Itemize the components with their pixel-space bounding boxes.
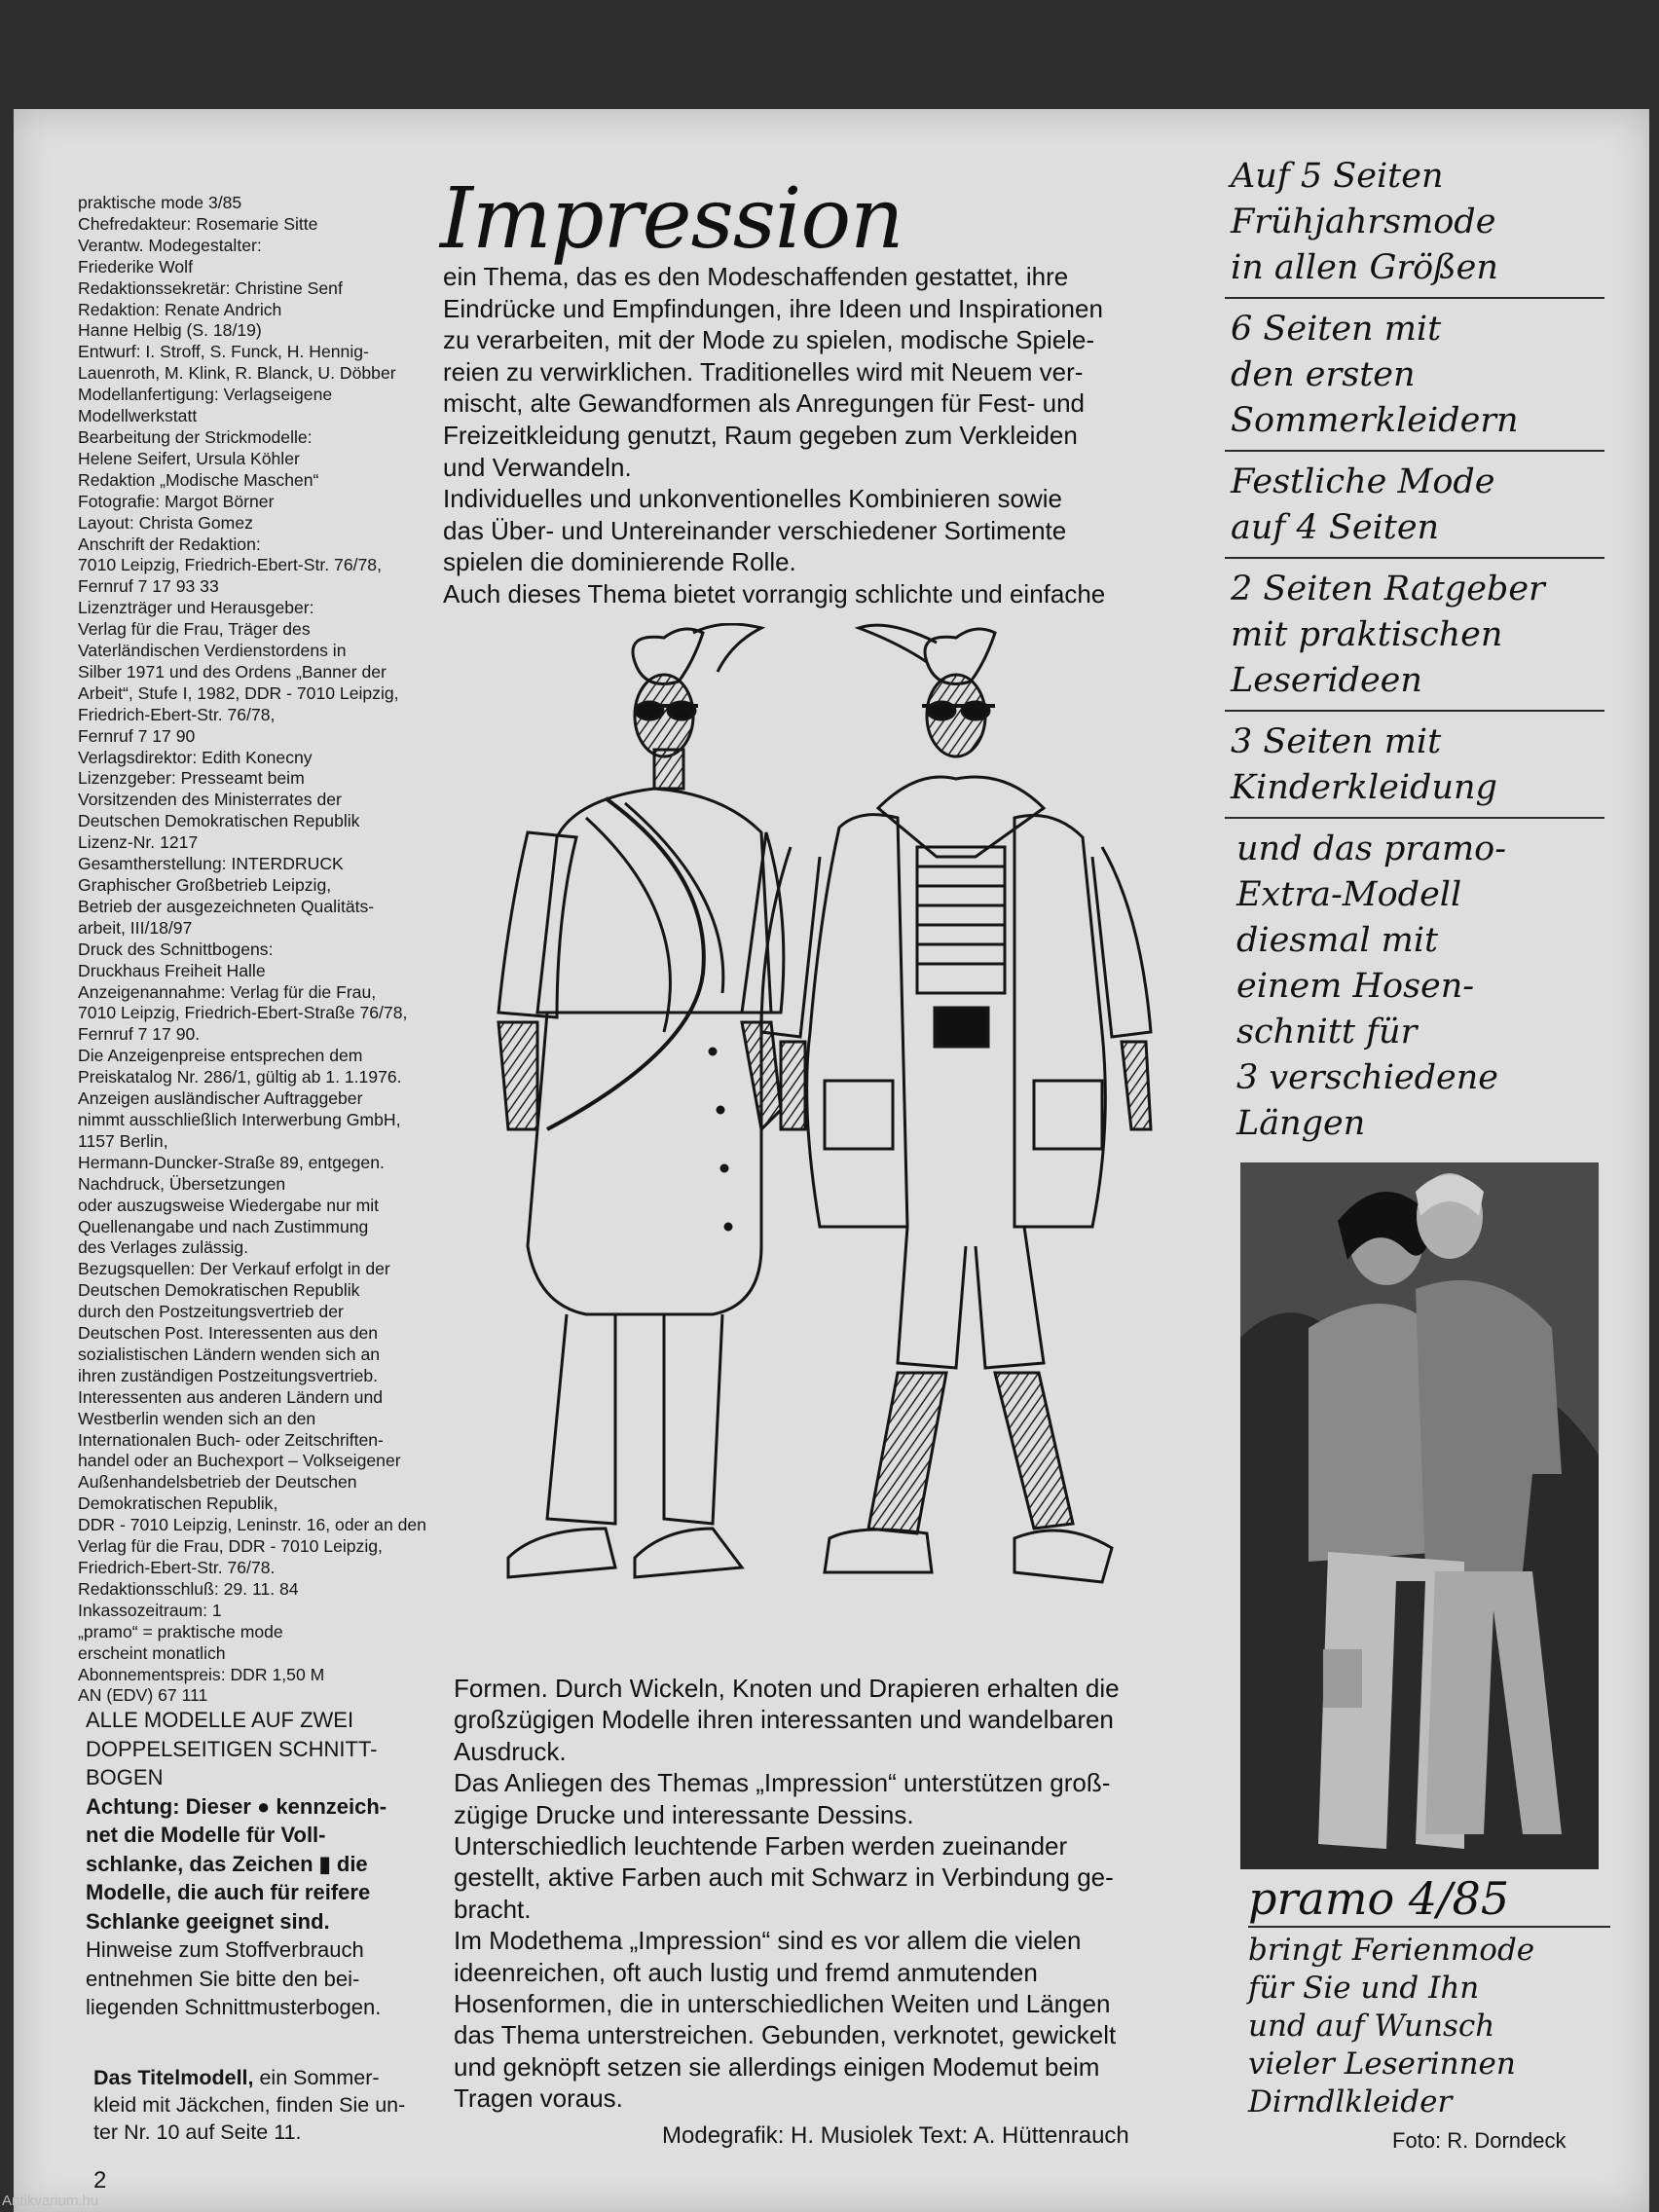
next-issue-text <box>1248 1932 1610 2121</box>
title-model-label: Das Titelmodell, <box>93 2066 254 2089</box>
imprint-line: Außenhandelsbetrieb der Deutschen <box>78 1472 357 1493</box>
notice-caps-line: DOPPELSEITIGEN SCHNITT- <box>86 1736 378 1761</box>
imprint-line: Die Anzeigenpreise entsprechen dem <box>78 1046 363 1066</box>
imprint-line: Inkassozeitraum: 1 <box>78 1600 222 1620</box>
imprint-line: Silber 1971 und des Ordens „Banner der <box>78 661 387 682</box>
imprint-line: DDR - 7010 Leipzig, Leninstr. 16, oder an den <box>78 1515 426 1535</box>
notice-caps-line: BOGEN <box>86 1765 164 1789</box>
imprint-line: ihren zuständigen Postzeitungsvertrieb. <box>78 1365 379 1385</box>
body-line: Tragen voraus. <box>454 2083 623 2114</box>
imprint-line: Anschrift der Redaktion: <box>78 534 261 554</box>
imprint-line: AN (EDV) 67 111 <box>78 1685 208 1706</box>
imprint-line: Friederike Wolf <box>78 256 193 276</box>
notice-caps-line: ALLE MODELLE AUF ZWEI <box>86 1708 354 1732</box>
imprint-line: Vaterländischen Verdienstordens in <box>78 641 347 661</box>
imprint-line: Friedrich-Ebert-Str. 76/78. <box>78 1558 276 1577</box>
imprint-line: 7010 Leipzig, Friedrich-Ebert-Str. 76/78, <box>78 555 382 575</box>
sidebar-block <box>1225 719 1604 819</box>
sidebar-line: schnitt für <box>1236 1013 1418 1051</box>
body-line: Individuelles und unkonventionelles Kombinieren sowie <box>443 484 1062 514</box>
imprint-line: Abonnementspreis: DDR 1,50 M <box>78 1664 325 1684</box>
title-model-line: kleid mit Jäckchen, finden Sie un- <box>93 2093 406 2117</box>
photo-image <box>1240 1162 1599 1869</box>
imprint-line: Bearbeitung der Strickmodelle: <box>78 426 313 447</box>
imprint-line: Helene Seifert, Ursula Köhler <box>78 448 300 468</box>
imprint-line: Chefredakteur: Rosemarie Sitte <box>78 213 318 234</box>
body-line: das Über- und Untereinander verschiedener Sortimente <box>443 515 1067 545</box>
sidebar-line: Leserideen <box>1231 661 1422 700</box>
imprint-line: oder auszugsweise Wiedergabe nur mit <box>78 1195 380 1215</box>
imprint-line: Preiskatalog Nr. 286/1, gültig ab 1. 1.1976. <box>78 1067 402 1088</box>
sidebar-line: mit praktischen <box>1231 615 1503 654</box>
pattern-notice <box>86 1706 456 2022</box>
sidebar-line: Extra-Modell <box>1236 875 1462 914</box>
body-line: und Verwandeln. <box>443 452 632 482</box>
imprint-line: Verlag für die Frau, Träger des <box>78 619 311 640</box>
imprint-line: Redaktion: Renate Andrich <box>78 299 282 319</box>
imprint-line: Gesamtherstellung: INTERDRUCK <box>78 854 344 874</box>
imprint-line: Anzeigen ausländischer Auftraggeber <box>78 1088 363 1109</box>
next-issue-line: bringt Ferienmode <box>1248 1933 1535 1968</box>
next-issue-line: vieler Leserinnen <box>1248 2046 1516 2082</box>
imprint-line: Druck des Schnittbogens: <box>78 939 274 959</box>
sidebar-line: Auf 5 Seiten <box>1231 157 1444 196</box>
sidebar-line: 3 Seiten mit <box>1231 722 1442 761</box>
imprint-line: Demokratischen Republik, <box>78 1493 278 1514</box>
imprint-line: Deutschen Demokratischen Republik <box>78 1280 360 1301</box>
imprint-line: Arbeit“, Stufe I, 1982, DDR - 7010 Leipzig, <box>78 682 399 703</box>
imprint-line: Deutschen Demokratischen Republik <box>78 811 360 831</box>
imprint-line: Quellenangabe und nach Zustimmung <box>78 1216 369 1236</box>
imprint-line: Fotografie: Margot Börner <box>78 491 275 511</box>
sidebar-line: Frühjahrsmode <box>1231 203 1496 241</box>
title-model-line: ter Nr. 10 auf Seite 11. <box>93 2120 302 2144</box>
imprint-line: Bezugsquellen: Der Verkauf erfolgt in der <box>78 1259 390 1279</box>
sidebar-line: in allen Größen <box>1231 248 1498 287</box>
body-line: zügige Drucke und interessante Dessins. <box>454 1799 914 1829</box>
body-line: Ausdruck. <box>454 1736 567 1766</box>
sidebar-block <box>1225 460 1604 559</box>
imprint-line: Hermann-Duncker-Straße 89, entgegen. <box>78 1152 385 1172</box>
imprint-line: Modellwerkstatt <box>78 406 198 426</box>
notice-bold-line: schlanke, das Zeichen ▮ die <box>86 1851 368 1876</box>
notice-bold-line: Modelle, die auch für reifere <box>86 1880 371 1904</box>
body-line: ein Thema, das es den Modeschaffenden gestattet, ihre <box>443 262 1069 291</box>
sidebar-line: und das pramo- <box>1236 830 1507 868</box>
sidebar-line: 3 verschiedene <box>1236 1058 1498 1097</box>
sidebar-line: Kinderkleidung <box>1231 768 1497 807</box>
imprint-line: Vorsitzenden des Ministerrates der <box>78 790 342 810</box>
imprint-line: nimmt ausschließlich Interwerbung GmbH, <box>78 1109 401 1129</box>
imprint-line: 1157 Berlin, <box>78 1130 168 1151</box>
contents-sidebar <box>1225 154 1604 1147</box>
imprint-line: Modellanfertigung: Verlagseigene <box>78 385 333 405</box>
body-line: Das Anliegen des Themas „Impression“ unterstützen groß- <box>454 1768 1111 1798</box>
notice-bold-line: Schlanke geeignet sind. <box>86 1908 330 1934</box>
sidebar-line: Festliche Mode <box>1231 462 1495 501</box>
article-body-bottom <box>454 1673 1233 2115</box>
imprint-line: Interessenten aus anderen Ländern und <box>78 1386 384 1407</box>
sidebar-line: Sommerkleidern <box>1231 401 1519 440</box>
notice-bold-line: Achtung: Dieser ● kennzeich- <box>86 1793 387 1819</box>
imprint-line: Internationalen Buch- oder Zeitschriften- <box>78 1429 384 1450</box>
next-issue-line: Dirndlkleider <box>1248 2084 1453 2120</box>
photo-credit: Foto: R. Dorndeck <box>1392 2128 1567 2153</box>
imprint-line: „pramo“ = praktische mode <box>78 1621 283 1641</box>
next-issue-line: und auf Wunsch <box>1248 2009 1495 2044</box>
imprint-line: Entwurf: I. Stroff, S. Funck, H. Hennig- <box>78 342 369 362</box>
imprint-line: durch den Postzeitungsvertrieb der <box>78 1302 344 1322</box>
sidebar-line: einem Hosen- <box>1236 967 1475 1006</box>
imprint-line: Redaktionsschluß: 29. 11. 84 <box>78 1578 299 1599</box>
next-issue-line: für Sie und Ihn <box>1248 1971 1480 2006</box>
body-line: großzügigen Modelle ihren interessanten und wandelbaren <box>454 1705 1114 1735</box>
article-credits: Modegrafik: H. Musiolek Text: A. Hüttenrauch <box>662 2122 1129 2149</box>
imprint-line: Verantw. Modegestalter: <box>78 235 262 255</box>
body-line: Freizeitkleidung genutzt, Raum gegeben zum Verkleiden <box>443 420 1078 450</box>
body-line: und geknöpft setzen sie allerdings einigen Modemut beim <box>454 2051 1100 2082</box>
imprint-line: Nachdruck, Übersetzungen <box>78 1173 286 1194</box>
imprint-line: Druckhaus Freiheit Halle <box>78 960 266 980</box>
imprint-line: sozialistischen Ländern wenden sich an <box>78 1344 381 1364</box>
notice-line: entnehmen Sie bitte den bei- <box>86 1966 360 1991</box>
sidebar-block <box>1225 567 1604 712</box>
notice-line: Hinweise zum Stoffverbrauch <box>86 1937 364 1962</box>
imprint-line: erscheint monatlich <box>78 1642 226 1663</box>
watermark: Antikvarium.hu <box>2 2193 99 2209</box>
article-title: Impression <box>440 170 903 268</box>
imprint-line: Layout: Christa Gomez <box>78 512 253 533</box>
body-line: spielen die dominierende Rolle. <box>443 547 796 577</box>
title-model-line <box>93 2064 463 2091</box>
imprint-line: Friedrich-Ebert-Str. 76/78, <box>78 704 276 724</box>
next-issue-heading: pramo 4/85 <box>1248 1871 1610 1928</box>
left-figure <box>498 624 784 1577</box>
sidebar-line: den ersten <box>1231 355 1416 394</box>
body-line: Unterschiedlich leuchtende Farben werden zueinander <box>454 1831 1068 1862</box>
fashion-illustration <box>469 623 1209 1675</box>
imprint-column <box>78 193 448 1707</box>
imprint-line: Lizenzträger und Herausgeber: <box>78 598 314 618</box>
title-model-text: ein Sommer- <box>253 2066 380 2089</box>
imprint-line: Fernruf 7 17 93 33 <box>78 576 219 597</box>
sidebar-line: 2 Seiten Ratgeber <box>1231 570 1545 608</box>
imprint-line: Redaktionssekretär: Christine Senf <box>78 277 343 298</box>
imprint-line: Lizenz-Nr. 1217 <box>78 832 199 853</box>
notice-bold-line: net die Modelle für Voll- <box>86 1823 326 1847</box>
imprint-line: Lizenzgeber: Presseamt beim <box>78 768 305 789</box>
page-number: 2 <box>93 2167 107 2194</box>
imprint-line: Fernruf 7 17 90 <box>78 725 196 746</box>
imprint-line: handel oder an Buchexport – Volkseigener <box>78 1451 401 1471</box>
couple-photo <box>1240 1162 1599 1869</box>
sidebar-block <box>1225 154 1604 299</box>
imprint-line: 7010 Leipzig, Friedrich-Ebert-Straße 76/78, <box>78 1003 408 1023</box>
sidebar-extra-block <box>1225 827 1604 1147</box>
imprint-line: Verlag für die Frau, DDR - 7010 Leipzig, <box>78 1536 383 1557</box>
body-line: Im Modethema „Impression“ sind es vor allem die vielen <box>454 1926 1082 1956</box>
body-line: das Thema unterstreichen. Gebunden, verknotet, gewickelt <box>454 2020 1117 2050</box>
body-line: gestellt, aktive Farben auch mit Schwarz in Verbindung ge- <box>454 1862 1114 1893</box>
sidebar-line: auf 4 Seiten <box>1231 508 1440 547</box>
imprint-line: Betrieb der ausgezeichneten Qualitäts- <box>78 896 375 916</box>
imprint-line: Fernruf 7 17 90. <box>78 1024 201 1045</box>
body-line: Hosenformen, die in unterschiedlichen Weiten und Längen <box>454 1989 1111 2019</box>
imprint-line: Hanne Helbig (S. 18/19) <box>78 320 262 341</box>
imprint-line: Westberlin wenden sich an den <box>78 1408 316 1428</box>
body-line: zu verarbeiten, mit der Mode zu spielen, modische Spiele- <box>443 325 1095 355</box>
imprint-line: des Verlages zulässig. <box>78 1237 249 1258</box>
imprint-line: praktische mode 3/85 <box>78 193 242 212</box>
body-line: Formen. Durch Wickeln, Knoten und Drapieren erhalten die <box>454 1674 1120 1703</box>
imprint-line: Redaktion „Modische Maschen“ <box>78 469 319 490</box>
article-body-top <box>443 261 1212 610</box>
imprint-line: Deutschen Post. Interessenten aus den <box>78 1323 379 1344</box>
notice-line: liegenden Schnittmusterbogen. <box>86 1995 382 2019</box>
imprint-line: Anzeigenannahme: Verlag für die Frau, <box>78 981 377 1002</box>
sidebar-block <box>1225 307 1604 452</box>
imprint-line: Graphischer Großbetrieb Leipzig, <box>78 875 332 895</box>
body-line: mischt, alte Gewandformen als Anregungen für Fest- und <box>443 388 1086 419</box>
sidebar-line: Längen <box>1236 1104 1366 1143</box>
right-figure <box>761 625 1151 1582</box>
imprint-line: Verlagsdirektor: Edith Konecny <box>78 747 313 767</box>
imprint-line: Lauenroth, M. Klink, R. Blanck, U. Döbber <box>78 363 396 384</box>
body-line: Auch dieses Thema bietet vorrangig schlichte und einfache <box>443 578 1106 608</box>
body-line: ideenreichen, oft auch lustig und fremd anmutenden <box>454 1957 1038 1987</box>
sidebar-line: 6 Seiten mit <box>1231 310 1442 349</box>
body-line: Eindrücke und Empfindungen, ihre Ideen und Inspirationen <box>443 293 1103 323</box>
imprint-line: arbeit, III/18/97 <box>78 917 193 938</box>
sidebar-line: diesmal mit <box>1236 921 1439 960</box>
body-line: reien zu verwirklichen. Traditionelles wird mit Neuem ver- <box>443 356 1084 387</box>
title-model-note <box>93 2064 463 2146</box>
body-line: bracht. <box>454 1894 532 1924</box>
